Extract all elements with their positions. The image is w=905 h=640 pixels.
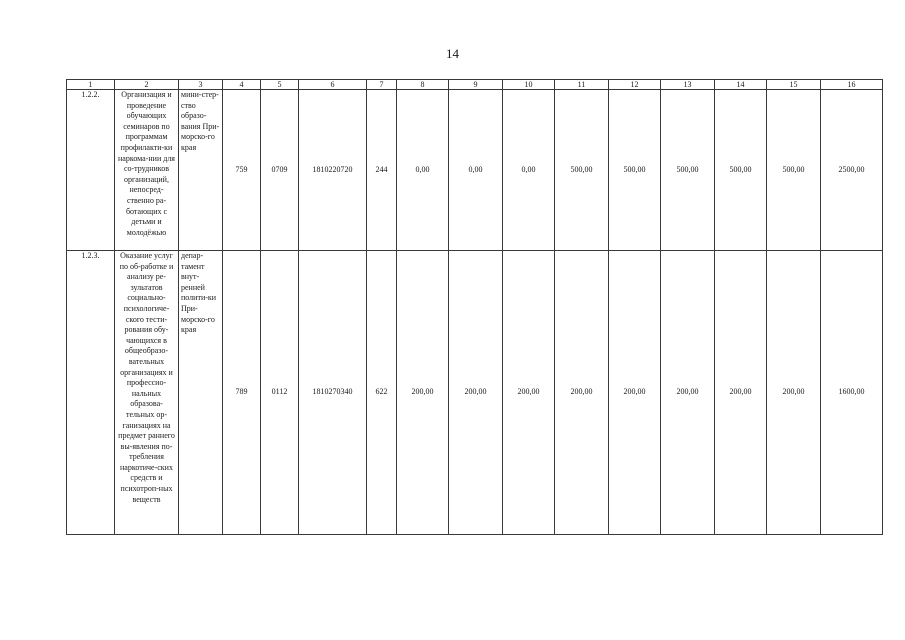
cell-grbs: 789 [223, 251, 261, 535]
row-description: Оказание услуг по об-работке и анализу ре-зультатов социально-психологиче-ского тести-рования обу-чающихся в общеобразо-вательных организациях и профессио-нальных образова-тельных ор-ганизациях на предмет раннего вы-явления по-требления наркотиче-ских средств и психотроп-ных веществ [115, 251, 179, 535]
header-cell: 6 [299, 80, 367, 90]
cell-target-article: 1810220720 [299, 90, 367, 251]
cell-value: 500,00 [555, 90, 609, 251]
row-agency: мини-стер-ство образо-вания При-морско-го края [179, 90, 223, 251]
cell-grbs: 759 [223, 90, 261, 251]
header-cell: 14 [715, 80, 767, 90]
cell-expense-type: 622 [367, 251, 397, 535]
header-cell: 10 [503, 80, 555, 90]
header-cell: 16 [821, 80, 883, 90]
cell-value: 200,00 [609, 251, 661, 535]
header-cell: 8 [397, 80, 449, 90]
header-cell: 2 [115, 80, 179, 90]
header-cell: 3 [179, 80, 223, 90]
table-row [67, 90, 883, 251]
cell-value: 200,00 [661, 251, 715, 535]
header-cell: 7 [367, 80, 397, 90]
cell-value: 200,00 [503, 251, 555, 535]
header-cell: 11 [555, 80, 609, 90]
budget-table [66, 79, 883, 535]
header-cell: 5 [261, 80, 299, 90]
header-cell: 1 [67, 80, 115, 90]
row-number: 1.2.3. [67, 251, 115, 535]
table-row [67, 251, 883, 535]
cell-total: 1600,00 [821, 251, 883, 535]
row-agency: депар-тамент внут-ренней полити-ки При-морско-го края [179, 251, 223, 535]
cell-value: 0,00 [503, 90, 555, 251]
cell-target-article: 1810270340 [299, 251, 367, 535]
cell-value: 500,00 [767, 90, 821, 251]
header-cell: 15 [767, 80, 821, 90]
cell-value: 200,00 [767, 251, 821, 535]
row-number: 1.2.2. [67, 90, 115, 251]
header-cell: 9 [449, 80, 503, 90]
cell-value: 200,00 [397, 251, 449, 535]
cell-value: 500,00 [609, 90, 661, 251]
cell-value: 0,00 [449, 90, 503, 251]
cell-expense-type: 244 [367, 90, 397, 251]
cell-value: 500,00 [661, 90, 715, 251]
page-number: 14 [446, 46, 459, 61]
header-cell: 4 [223, 80, 261, 90]
cell-value: 500,00 [715, 90, 767, 251]
header-row [67, 80, 883, 90]
cell-total: 2500,00 [821, 90, 883, 251]
cell-value: 200,00 [715, 251, 767, 535]
cell-value: 200,00 [449, 251, 503, 535]
cell-section: 0112 [261, 251, 299, 535]
header-cell: 12 [609, 80, 661, 90]
cell-value: 200,00 [555, 251, 609, 535]
header-cell: 13 [661, 80, 715, 90]
cell-value: 0,00 [397, 90, 449, 251]
row-description: Организация и проведение обучающих семинаров по программам профилакти-ки наркома-нии для со-трудников организаций, непосред-ственно ра-ботающих с детьми и молодёжью [115, 90, 179, 251]
cell-section: 0709 [261, 90, 299, 251]
